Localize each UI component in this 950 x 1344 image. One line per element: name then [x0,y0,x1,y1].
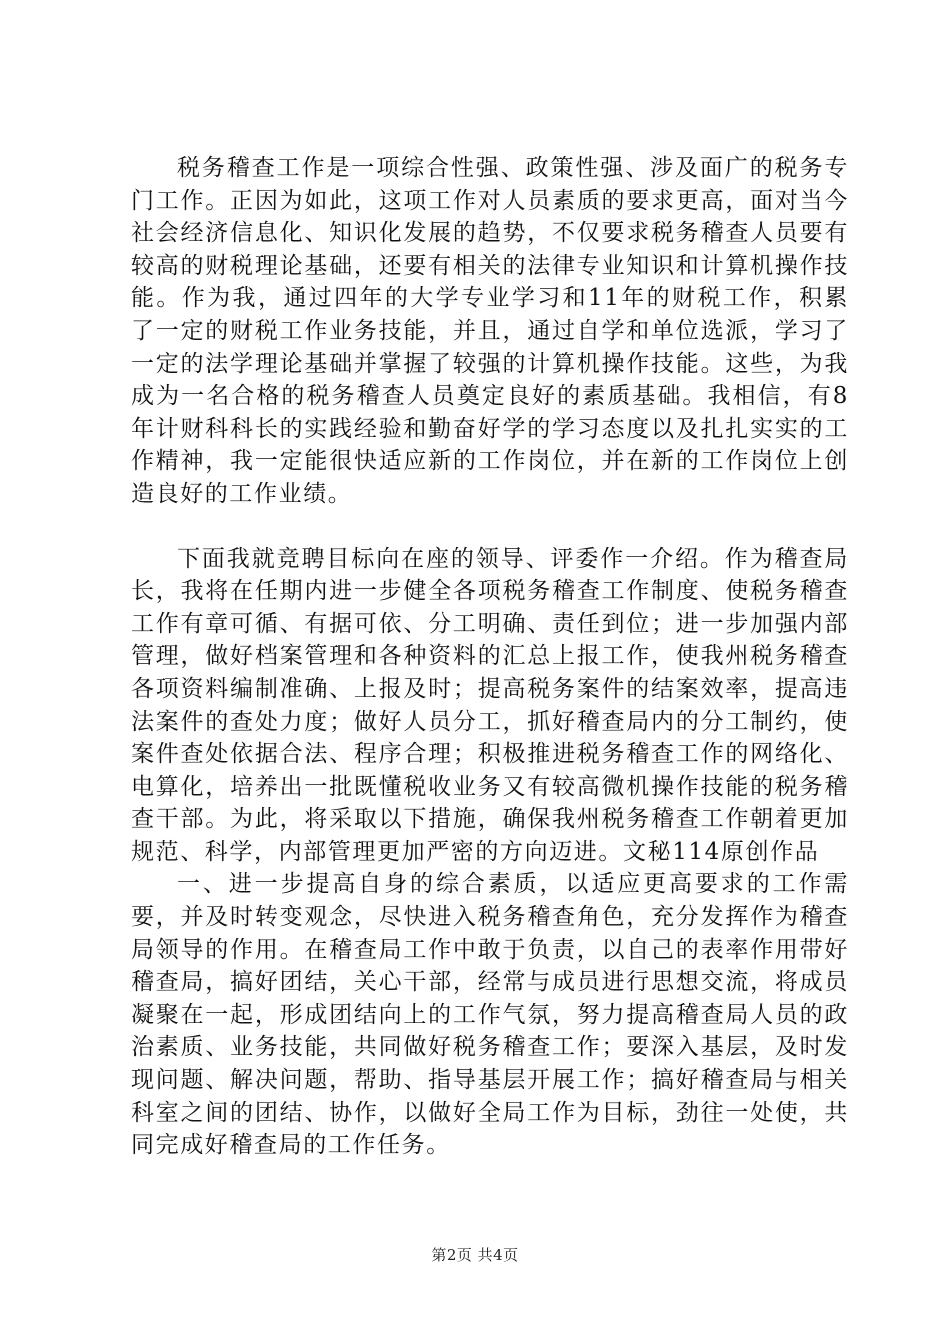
paragraph-qualifications: 税务稽查工作是一项综合性强、政策性强、涉及面广的税务专门工作。正因为如此，这项工作对人员素质的要求更高，面对当今社会经济信息化、知识化发展的趋势，不仅要求税务稽查人员要有较高的财税理论基础，还要有相关的法律专业知识和计算机操作技能。作为我，通过四年的大学专业学习和11年的财税工作，积累了一定的财税工作业务技能，并且，通过自学和单位选派，学习了一定的法学理论基础并掌握了较强的计算机操作技能。这些，为我成为一名合格的税务稽查人员奠定良好的素质基础。我相信，有8年计财科科长的实践经验和勤奋好学的学习态度以及扎扎实实的工作精神，我一定能很快适应新的工作岗位，并在新的工作岗位上创造良好的工作业绩。 [131,155,849,507]
paragraph-goals: 下面我就竞聘目标向在座的领导、评委作一介绍。作为稽查局长，我将在任期内进一步健全各项税务稽查工作制度、使税务稽查工作有章可循、有据可依、分工明确、责任到位；进一步加强内部管理，做好档案管理和各种资料的汇总上报工作，使我州税务稽查各项资料编制准确、上报及时；提高税务案件的结案效率，提高违法案件的查处力度；做好人员分工，抓好稽查局内的分工制约，使案件查处依据合法、程序合理；积极推进税务稽查工作的网络化、电算化，培养出一批既懂税收业务又有较高微机操作技能的税务稽查干部。为此，将采取以下措施，确保我州税务稽查工作朝着更加规范、科学，内部管理更加严密的方向迈进。文秘114原创作品 [131,545,849,865]
page-number-footer: 第2页 共4页 [431,1246,519,1264]
document-body [131,152,849,1162]
paragraph-measure-one: 一、进一步提高自身的综合素质，以适应更高要求的工作需要，并及时转变观念，尽快进入税务稽查角色，充分发挥作为稽查局领导的作用。在稽查局工作中敢于负责，以自己的表率作用带好稽查局，搞好团结，关心干部，经常与成员进行思想交流，将成员凝聚在一起，形成团结向上的工作气氛，努力提高稽查局人员的政治素质、业务技能，共同做好税务稽查工作；要深入基层，及时发现问题、解决问题，帮助、指导基层开展工作；搞好稽查局与相关科室之间的团结、协作，以做好全局工作为目标，劲往一处使，共同完成好稽查局的工作任务。 [131,871,849,1159]
